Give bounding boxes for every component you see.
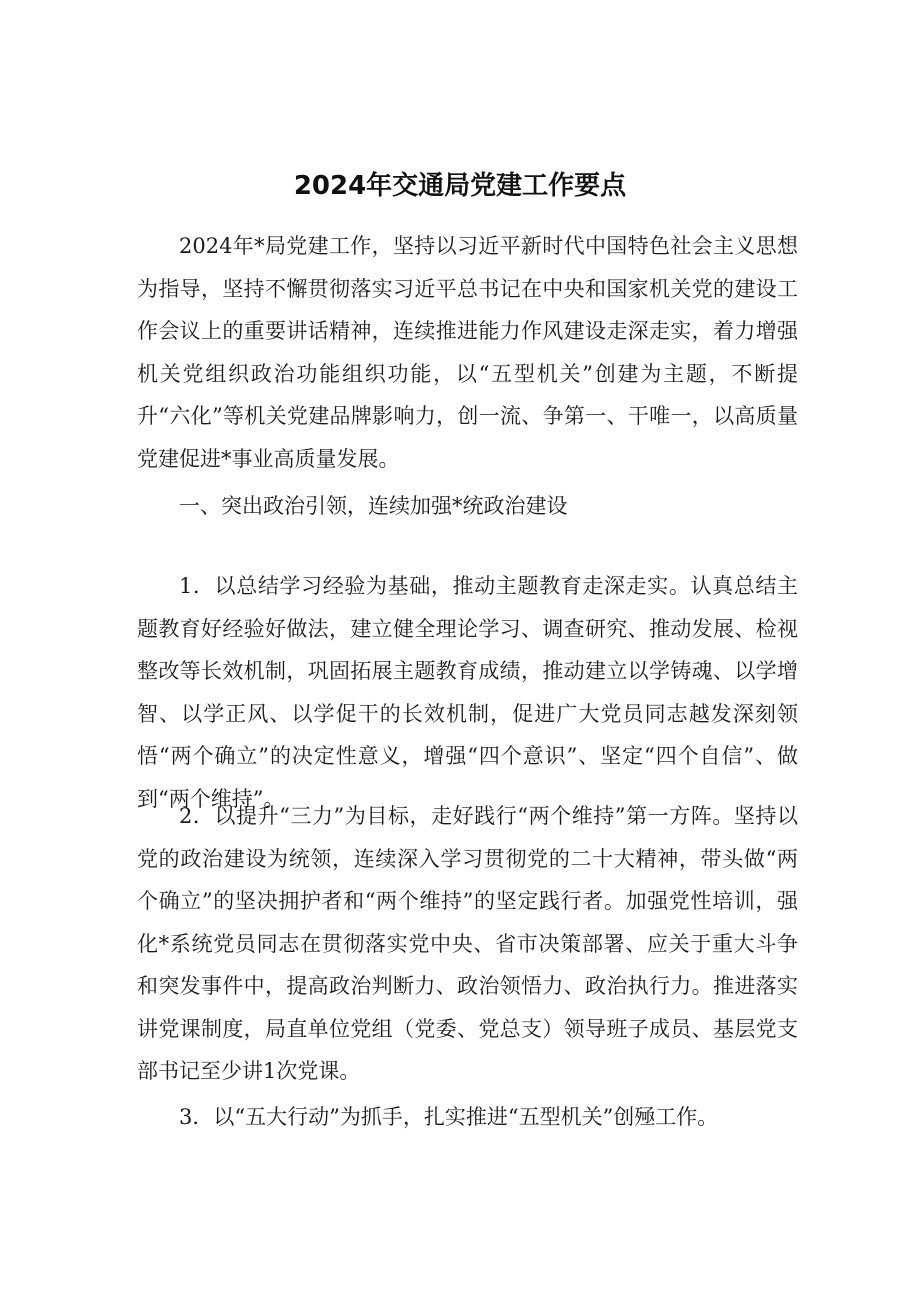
document-title: 2024年交通局党建工作要点	[293, 171, 627, 201]
intro-paragraph: 2024年*局党建工作，坚持以习近平新时代中国特色社会主义思想为指导，坚持不懈贯彻落实习近平总书记在中央和国家机关党的建设工作会议上的重要讲话精神，连续推进能力作风建设走深走实，着力增强机关党组织政治功能组织功能，以“五型机关”创建为主题，不断提升“六化”等机关党建品牌影响力，创一流、争第一、干唯一，以高质量党建促进*事业高质量发展。	[137, 234, 798, 471]
item-2-paragraph: 2．以提升“三力”为目标，走好践行“两个维持”第一方阵。坚持以党的政治建设为统领，连续深入学习贯彻党的二十大精神，带头做“两个确立”的坚决拥护者和“两个维持”的坚定践行者。加强党性培训，强化*系统党员同志在贯彻落实党中央、省市决策部署、应关于重大斗争和突发事件中，提高政治判断力、政治领悟力、政治执行力。推进落实讲党课制度，局直单位党组（党委、党总支）领导班子成员、基层党支部书记至少讲1次党课。	[137, 804, 798, 1083]
item-1-paragraph: 1．以总结学习经验为基础，推动主题教育走深走实。认真总结主题教育好经验好做法，建立健全理论学习、调查研究、推动发展、检视整改等长效机制，巩固拓展主题教育成绩，推动建立以学铸魂、以学增智、以学正风、以学促干的长效机制，促进广大党员同志越发深刻领悟“两个确立”的决定性意义，增强“四个意识”、坚定“四个自信”、做到“两个维持”。	[137, 574, 798, 811]
section-1-heading: 一、突出政治引领，连续加强*统政治建设	[179, 494, 568, 518]
item-3-paragraph: 3．以“五大行动”为抓手，扎实推进“五型机关”创殛工作。	[179, 1105, 719, 1129]
